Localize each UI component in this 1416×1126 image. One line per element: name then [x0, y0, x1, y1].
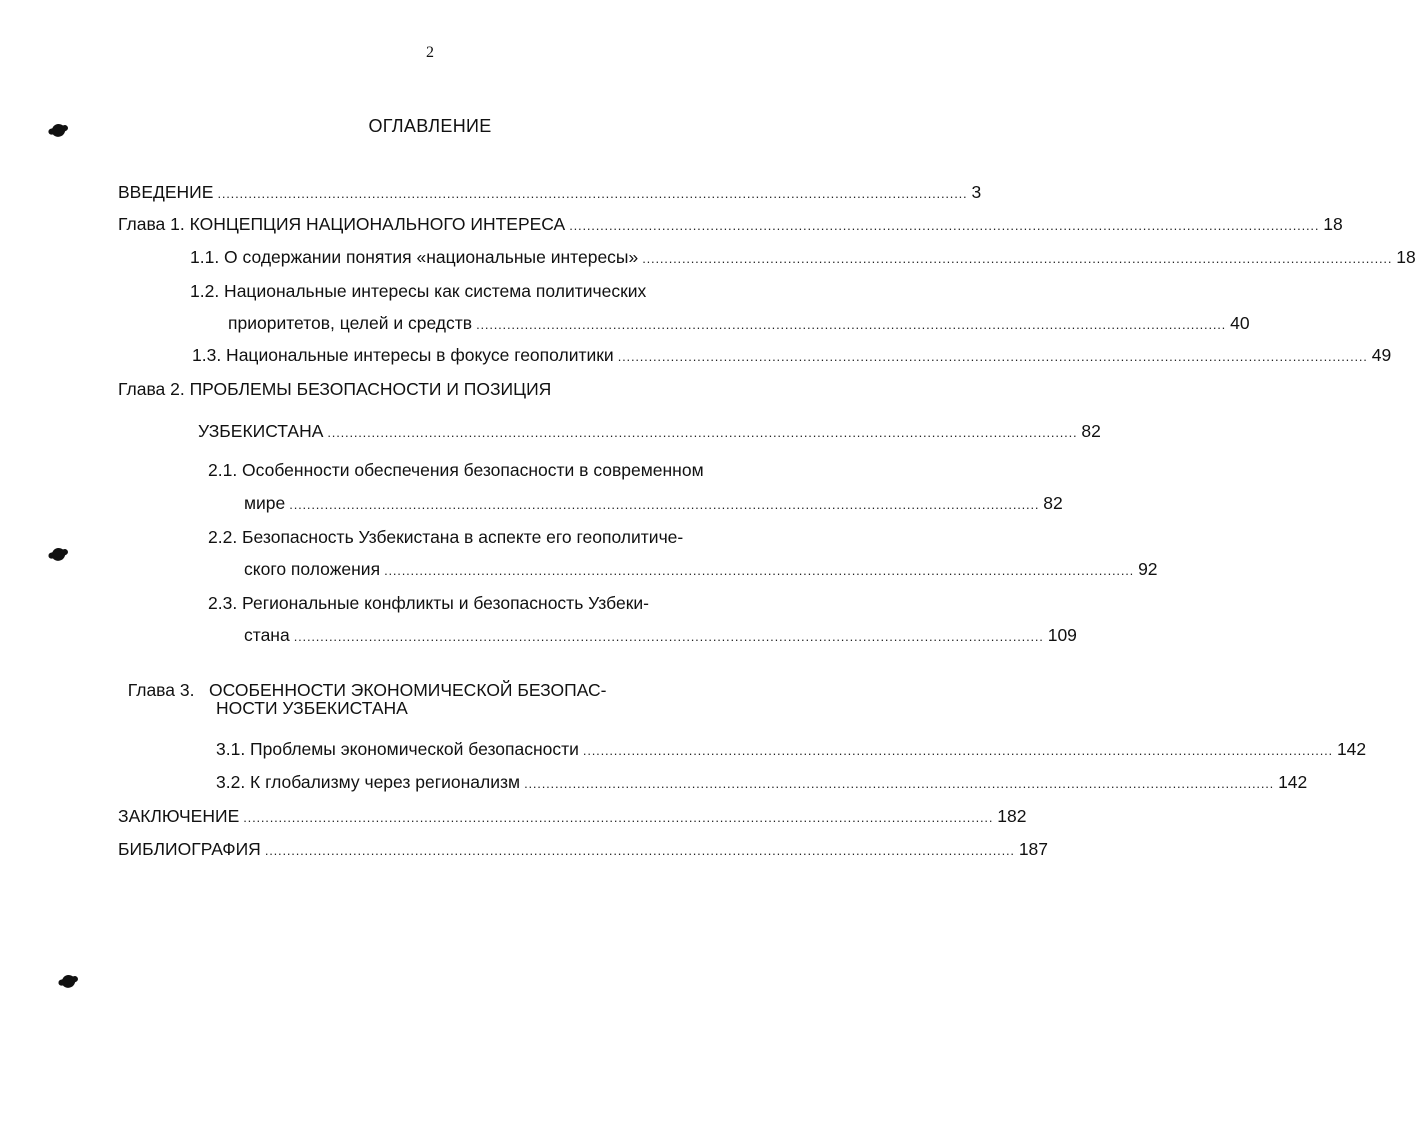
- entry-text: 1.3. Национальные интересы в фокусе геополитики: [192, 345, 614, 365]
- toc-entry-introduction: [118, 181, 982, 205]
- entry-text: 2.1. Особенности обеспечения безопасности в современном: [208, 460, 704, 480]
- toc-title: ОГЛАВЛЕНИЕ: [368, 116, 492, 136]
- entry-text: БИБЛИОГРАФИЯ: [118, 839, 261, 859]
- entry-page: 18: [1323, 214, 1343, 234]
- toc-entry-1-2-line1: [190, 280, 646, 302]
- punch-hole-middle: [50, 546, 67, 563]
- entry-page: 142: [1336, 739, 1367, 759]
- dot-leader: ..........................................................................................................................................................................: [327, 425, 1078, 440]
- toc-entry-chapter-2-line2: [198, 420, 1101, 444]
- entry-text: УЗБЕКИСТАНА: [198, 421, 324, 441]
- toc-entry-2-3-line2: [244, 624, 1077, 648]
- toc-entry-2-2-line1: [208, 526, 683, 548]
- entry-page: 142: [1278, 772, 1308, 792]
- dot-leader: ..........................................................................................................................................................................: [476, 317, 1227, 332]
- toc-entry-chapter-2-line1: [118, 378, 551, 400]
- entry-text: стана: [244, 625, 290, 645]
- entry-text: 3.2. К глобализму через регионализм: [216, 772, 521, 792]
- dot-leader: ..........................................................................................................................................................................: [217, 186, 968, 201]
- entry-text: 2.2. Безопасность Узбекистана в аспекте его геополитиче-: [208, 527, 684, 547]
- dot-leader: ..........................................................................................................................................................................: [524, 776, 1275, 791]
- entry-page: 18: [1396, 247, 1416, 267]
- toc-entry-chapter-3-line2: [216, 697, 408, 719]
- dot-leader: ..........................................................................................................................................................................: [384, 563, 1135, 578]
- entry-text: Глава 1. КОНЦЕПЦИЯ НАЦИОНАЛЬНОГО ИНТЕРЕСА: [118, 214, 566, 234]
- entry-page: 109: [1047, 625, 1077, 645]
- toc-entry-2-1-line2: [244, 492, 1063, 516]
- dot-leader: ..........................................................................................................................................................................: [582, 743, 1333, 758]
- entry-page: 3: [971, 182, 982, 202]
- entry-text: 2.3. Региональные конфликты и безопасность Узбеки-: [208, 593, 649, 613]
- punch-hole-bottom: [60, 973, 77, 990]
- toc-entry-2-3-line1: [208, 592, 649, 614]
- entry-text: НОСТИ УЗБЕКИСТАНА: [216, 698, 408, 718]
- dot-leader: ..........................................................................................................................................................................: [264, 843, 1015, 858]
- entry-text: 1.1. О содержании понятия «национальные интересы»: [190, 247, 639, 267]
- toc-entry-chapter-1: [118, 213, 1343, 237]
- entry-page: 49: [1371, 345, 1392, 365]
- toc-entry-chapter-3-line1: [118, 657, 606, 701]
- entry-page: 92: [1138, 559, 1158, 579]
- dot-leader: ..........................................................................................................................................................................: [243, 810, 994, 825]
- toc-entry-bibliography: [118, 838, 1049, 862]
- toc-entry-1-3: [192, 344, 1392, 368]
- toc-entry-2-2-line2: [244, 558, 1158, 582]
- entry-text: приоритетов, целей и средств: [228, 313, 473, 333]
- entry-text: 1.2. Национальные интересы как система политических: [190, 281, 647, 301]
- toc-entry-1-2-line2: [228, 312, 1250, 336]
- entry-page: 40: [1230, 313, 1250, 333]
- dot-leader: ..........................................................................................................................................................................: [617, 349, 1368, 364]
- toc-entry-conclusion: [118, 805, 1027, 829]
- dot-leader: ..........................................................................................................................................................................: [289, 497, 1040, 512]
- entry-page: 182: [997, 806, 1027, 826]
- entry-text: ского положения: [244, 559, 381, 579]
- entry-page: 187: [1018, 839, 1049, 859]
- entry-text: Глава 2. ПРОБЛЕМЫ БЕЗОПАСНОСТИ И ПОЗИЦИЯ: [118, 379, 552, 399]
- dot-leader: ..........................................................................................................................................................................: [569, 218, 1320, 233]
- toc-entry-3-1: [216, 738, 1367, 762]
- dot-leader: ..........................................................................................................................................................................: [293, 629, 1044, 644]
- entry-page: 82: [1043, 493, 1063, 513]
- toc-entry-3-2: [216, 771, 1308, 795]
- entry-text: ЗАКЛЮЧЕНИЕ: [118, 806, 240, 826]
- page-number: 2: [426, 44, 434, 61]
- toc-entry-2-1-line1: [208, 459, 704, 481]
- entry-text: мире: [244, 493, 286, 513]
- entry-text: Глава 3. ОСОБЕННОСТИ ЭКОНОМИЧЕСКОЙ БЕЗОПАС-: [127, 680, 607, 700]
- entry-text: 3.1. Проблемы экономической безопасности: [216, 739, 579, 759]
- entry-page: 82: [1081, 421, 1101, 441]
- dot-leader: ..........................................................................................................................................................................: [642, 251, 1393, 266]
- entry-text: ВВЕДЕНИЕ: [118, 182, 214, 202]
- toc-entry-1-1: [190, 246, 1416, 270]
